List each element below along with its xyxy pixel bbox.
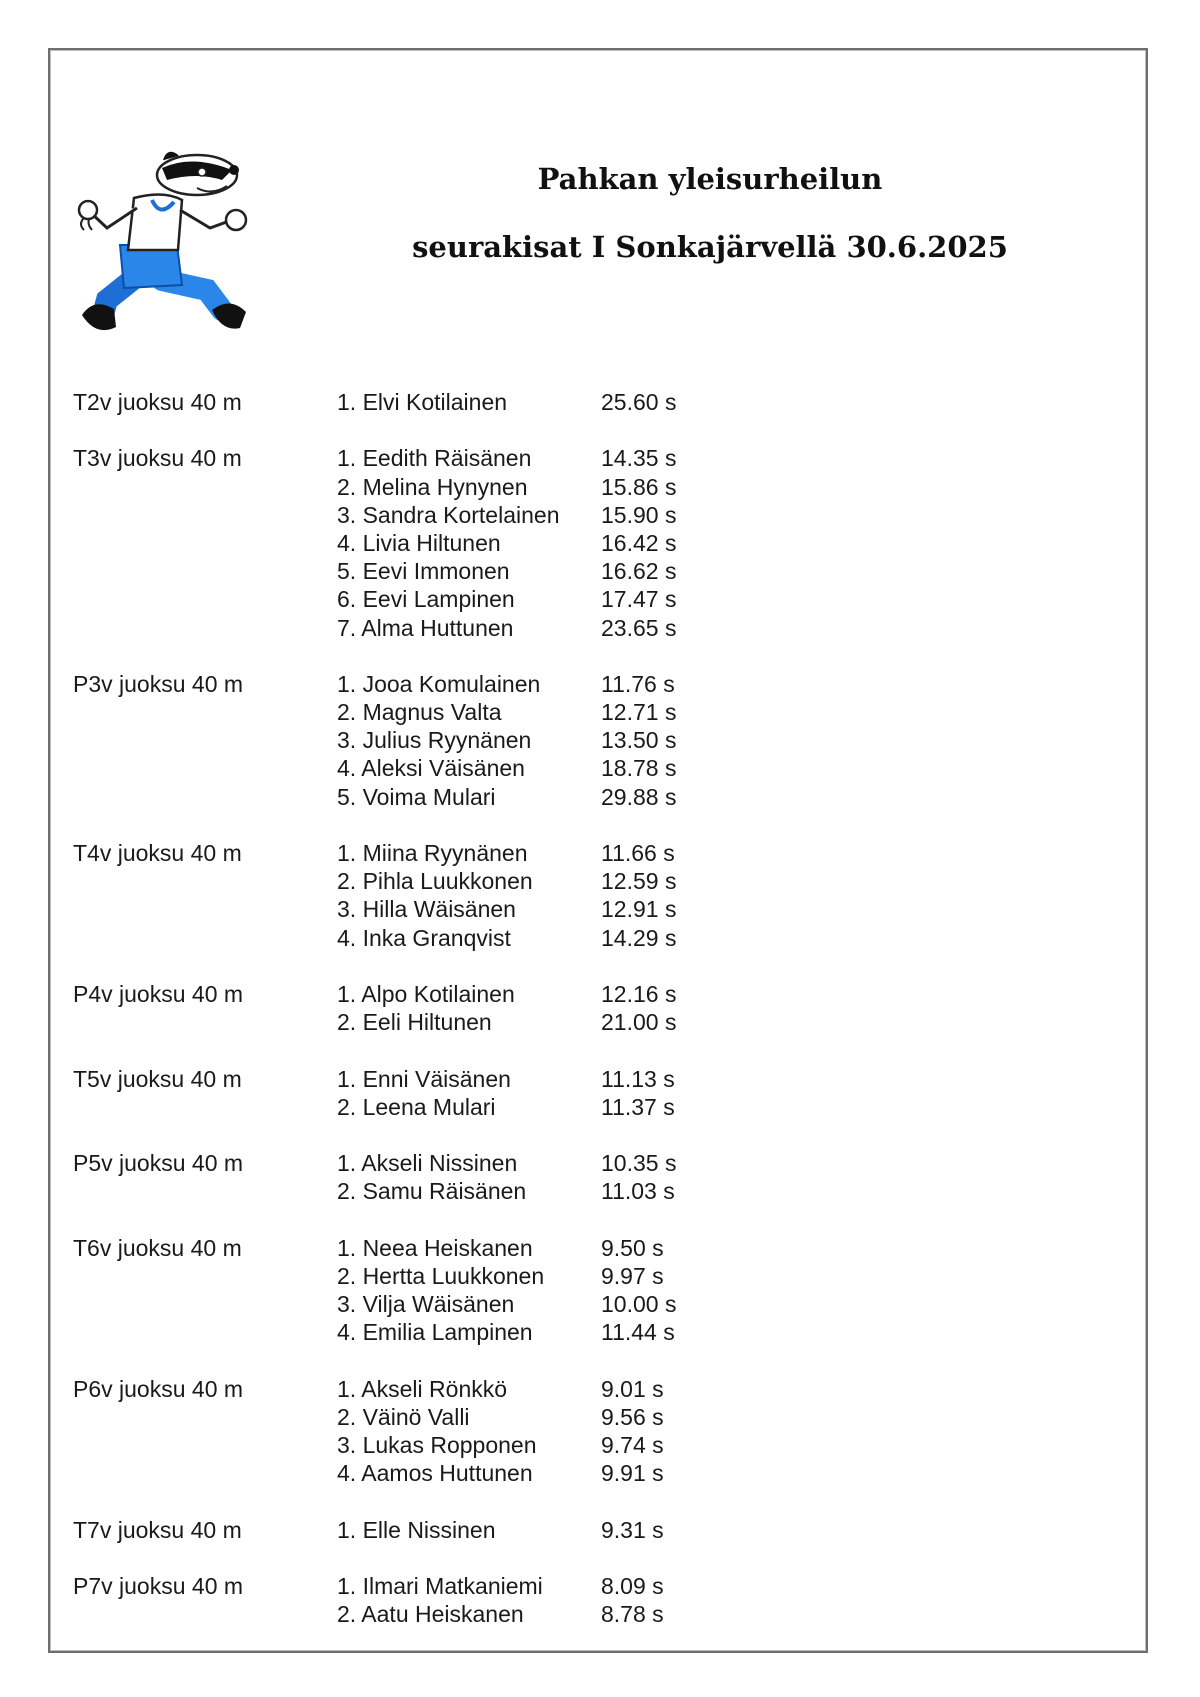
event-block bbox=[73, 839, 701, 952]
event-name bbox=[73, 473, 337, 501]
result-time: 8.09 s bbox=[601, 1572, 664, 1599]
result-row bbox=[73, 670, 701, 698]
result-row bbox=[73, 501, 701, 529]
event-name bbox=[73, 698, 337, 726]
athlete-placement: 2. Magnus Valta bbox=[337, 699, 502, 726]
result-time: 14.35 s bbox=[601, 445, 677, 472]
result-row bbox=[73, 1431, 701, 1459]
page-title-line-1: Pahkan yleisurheilun bbox=[537, 162, 883, 196]
result-row bbox=[73, 557, 701, 585]
result-row bbox=[73, 444, 701, 472]
result-row bbox=[73, 698, 701, 726]
result-time: 11.13 s bbox=[601, 1065, 675, 1092]
athlete-placement: 2. Aatu Heiskanen bbox=[337, 1601, 524, 1628]
athlete-placement: 1. Jooa Komulainen bbox=[337, 670, 541, 697]
athlete-placement: 1. Eedith Räisänen bbox=[337, 445, 532, 472]
result-time: 16.42 s bbox=[601, 529, 677, 556]
athlete-placement: 2. Samu Räisänen bbox=[337, 1178, 527, 1205]
page-title-line-2: seurakisat I Sonkajärvellä 30.6.2025 bbox=[412, 230, 1008, 264]
result-row bbox=[73, 1177, 701, 1205]
event-name bbox=[73, 501, 337, 529]
athlete-placement: 1. Miina Ryynänen bbox=[337, 840, 528, 866]
event-name: T4v juoksu 40 m bbox=[73, 840, 242, 866]
result-row bbox=[73, 754, 701, 782]
results-list bbox=[73, 388, 701, 1656]
result-time: 10.35 s bbox=[601, 1150, 677, 1177]
event-name bbox=[73, 895, 337, 923]
result-time: 12.59 s bbox=[601, 868, 677, 895]
athlete-placement: 1. Akseli Rönkkö bbox=[337, 1375, 508, 1402]
event-name bbox=[73, 1459, 337, 1487]
event-name: T3v juoksu 40 m bbox=[73, 445, 242, 472]
result-row bbox=[73, 1600, 701, 1628]
athlete-placement: 5. Voima Mulari bbox=[337, 783, 496, 810]
result-row bbox=[73, 585, 701, 613]
event-name: T7v juoksu 40 m bbox=[73, 1516, 242, 1543]
result-row bbox=[73, 1290, 701, 1318]
athlete-placement: 2. Väinö Valli bbox=[337, 1403, 470, 1430]
event-name bbox=[73, 867, 337, 895]
result-row bbox=[73, 1459, 701, 1487]
result-time: 12.91 s bbox=[601, 896, 677, 923]
event-name bbox=[73, 1600, 337, 1628]
athlete-placement: 3. Vilja Wäisänen bbox=[337, 1291, 515, 1317]
athlete-placement: 4. Livia Hiltunen bbox=[337, 529, 501, 556]
result-row bbox=[73, 1008, 701, 1036]
athlete-placement: 1. Ilmari Matkaniemi bbox=[337, 1572, 543, 1599]
athlete-placement: 1. Elle Nissinen bbox=[337, 1516, 496, 1543]
event-name bbox=[73, 1262, 337, 1290]
event-name bbox=[73, 585, 337, 613]
athlete-placement: 3. Lukas Ropponen bbox=[337, 1431, 537, 1458]
result-row bbox=[73, 1262, 701, 1290]
result-time: 17.47 s bbox=[601, 586, 677, 613]
result-row bbox=[73, 895, 701, 923]
result-time: 9.74 s bbox=[601, 1431, 664, 1458]
result-row bbox=[73, 1065, 701, 1093]
event-name: P5v juoksu 40 m bbox=[73, 1150, 244, 1177]
result-row bbox=[73, 726, 701, 754]
athlete-placement: 3. Sandra Kortelainen bbox=[337, 501, 560, 528]
result-time: 23.65 s bbox=[601, 614, 677, 641]
event-block bbox=[73, 444, 701, 641]
event-name: T2v juoksu 40 m bbox=[73, 389, 242, 415]
athlete-placement: 2. Leena Mulari bbox=[337, 1093, 496, 1120]
result-time: 15.90 s bbox=[601, 501, 677, 528]
athlete-placement: 1. Alpo Kotilainen bbox=[337, 980, 515, 1007]
athlete-placement: 6. Eevi Lampinen bbox=[337, 586, 515, 613]
result-row bbox=[73, 614, 701, 642]
event-name: P4v juoksu 40 m bbox=[73, 980, 244, 1007]
result-row bbox=[73, 1375, 701, 1403]
result-row bbox=[73, 1318, 701, 1346]
result-time: 9.50 s bbox=[601, 1234, 664, 1261]
athlete-placement: 2. Eeli Hiltunen bbox=[337, 1009, 492, 1036]
result-time: 11.03 s bbox=[601, 1178, 675, 1205]
athlete-placement: 4. Aleksi Väisänen bbox=[337, 755, 525, 782]
result-row bbox=[73, 388, 701, 416]
result-row bbox=[73, 1403, 701, 1431]
event-name bbox=[73, 754, 337, 782]
result-row bbox=[73, 1234, 701, 1262]
result-row bbox=[73, 839, 701, 867]
result-time: 18.78 s bbox=[601, 755, 677, 782]
result-row bbox=[73, 529, 701, 557]
athlete-placement: 1. Akseli Nissinen bbox=[337, 1150, 518, 1177]
event-name bbox=[73, 783, 337, 811]
result-time: 9.31 s bbox=[601, 1516, 664, 1543]
result-row bbox=[73, 783, 701, 811]
event-block bbox=[73, 1149, 701, 1205]
event-name bbox=[73, 1290, 337, 1318]
result-row bbox=[73, 980, 701, 1008]
result-time: 11.66 s bbox=[601, 840, 675, 866]
result-row bbox=[73, 1572, 701, 1600]
athlete-placement: 4. Emilia Lampinen bbox=[337, 1319, 533, 1346]
result-time: 8.78 s bbox=[601, 1601, 664, 1628]
result-time: 25.60 s bbox=[601, 389, 677, 415]
event-name bbox=[73, 1431, 337, 1459]
event-name bbox=[73, 1177, 337, 1205]
result-time: 13.50 s bbox=[601, 727, 677, 754]
result-row bbox=[73, 473, 701, 501]
athlete-placement: 1. Enni Väisänen bbox=[337, 1065, 511, 1092]
result-time: 9.97 s bbox=[601, 1262, 664, 1289]
result-time: 11.44 s bbox=[601, 1319, 675, 1346]
athlete-placement: 1. Neea Heiskanen bbox=[337, 1234, 533, 1261]
athlete-placement: 2. Hertta Luukkonen bbox=[337, 1262, 545, 1289]
event-block bbox=[73, 388, 701, 416]
event-name bbox=[73, 614, 337, 642]
result-time: 9.01 s bbox=[601, 1375, 664, 1402]
result-row bbox=[73, 1093, 701, 1121]
event-name bbox=[73, 1093, 337, 1121]
result-time: 14.29 s bbox=[601, 924, 677, 951]
result-row bbox=[73, 867, 701, 895]
event-name bbox=[73, 924, 337, 952]
athlete-placement: 3. Hilla Wäisänen bbox=[337, 896, 516, 923]
event-name: T5v juoksu 40 m bbox=[73, 1065, 242, 1092]
running-badger-logo bbox=[72, 150, 272, 340]
result-time: 12.71 s bbox=[601, 699, 677, 726]
result-row bbox=[73, 1516, 701, 1544]
result-time: 12.16 s bbox=[601, 980, 677, 1007]
result-time: 15.86 s bbox=[601, 473, 677, 500]
event-name: P3v juoksu 40 m bbox=[73, 670, 244, 697]
athlete-placement: 2. Melina Hynynen bbox=[337, 473, 528, 500]
result-time: 10.00 s bbox=[601, 1291, 677, 1317]
event-block bbox=[73, 1516, 701, 1544]
athlete-placement: 7. Alma Huttunen bbox=[337, 614, 514, 641]
result-time: 11.76 s bbox=[601, 670, 675, 697]
event-name bbox=[73, 726, 337, 754]
event-block bbox=[73, 1065, 701, 1121]
result-time: 16.62 s bbox=[601, 558, 677, 585]
athlete-placement: 5. Eevi Immonen bbox=[337, 558, 510, 585]
result-time: 9.56 s bbox=[601, 1403, 664, 1430]
event-block bbox=[73, 1234, 701, 1347]
athlete-placement: 2. Pihla Luukkonen bbox=[337, 868, 533, 895]
event-block bbox=[73, 670, 701, 811]
event-block bbox=[73, 980, 701, 1036]
event-name bbox=[73, 1403, 337, 1431]
athlete-placement: 1. Elvi Kotilainen bbox=[337, 389, 508, 415]
event-name bbox=[73, 557, 337, 585]
athlete-placement: 3. Julius Ryynänen bbox=[337, 727, 532, 754]
event-name bbox=[73, 529, 337, 557]
result-time: 21.00 s bbox=[601, 1009, 677, 1036]
result-time: 9.91 s bbox=[601, 1460, 664, 1487]
event-name bbox=[73, 1008, 337, 1036]
event-block bbox=[73, 1375, 701, 1488]
event-name: P6v juoksu 40 m bbox=[73, 1375, 244, 1402]
event-name: P7v juoksu 40 m bbox=[73, 1572, 244, 1599]
event-block bbox=[73, 1572, 701, 1628]
event-name: T6v juoksu 40 m bbox=[73, 1234, 242, 1261]
result-time: 29.88 s bbox=[601, 783, 677, 810]
event-name bbox=[73, 1318, 337, 1346]
result-row bbox=[73, 924, 701, 952]
result-time: 11.37 s bbox=[601, 1093, 675, 1120]
result-row bbox=[73, 1149, 701, 1177]
athlete-placement: 4. Inka Granqvist bbox=[337, 924, 511, 951]
athlete-placement: 4. Aamos Huttunen bbox=[337, 1460, 533, 1487]
